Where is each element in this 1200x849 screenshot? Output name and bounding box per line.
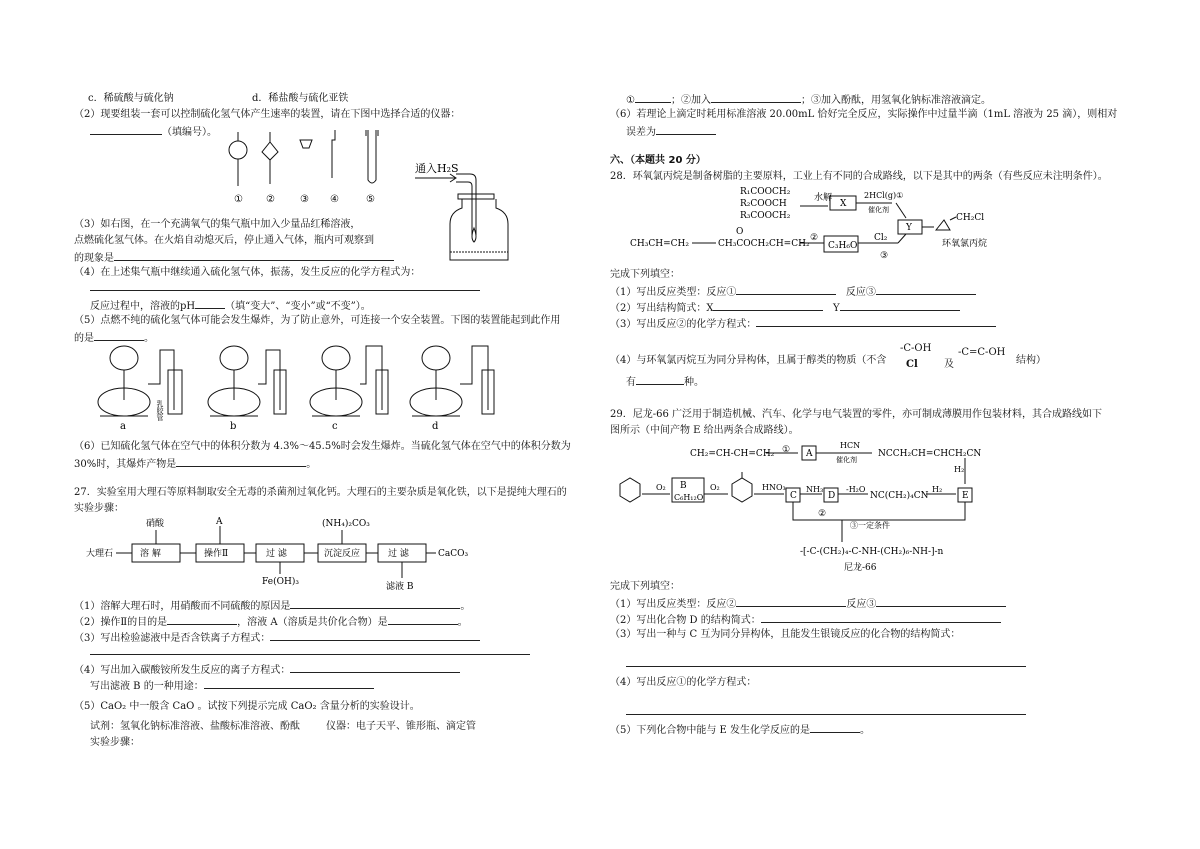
label-c: c <box>332 421 338 430</box>
q27-instruments: 仪器：电子天平、锥形瓶、滴定管 <box>326 721 476 732</box>
answer-blank[interactable] <box>840 300 960 311</box>
q28-2-prefix: （2）写出结构简式：X <box>610 303 714 314</box>
step-2: ；②加入 <box>670 95 711 106</box>
box-e-label: E <box>962 491 969 501</box>
q26-2-text: （2）现要组装一套可以控制硫化氢气体产生速率的装置，请在下图中选择合适的仪器： <box>74 109 461 120</box>
label-5: ⑤ <box>366 194 375 205</box>
q29-fill-title: 完成下列填空： <box>610 581 680 592</box>
q27-4 <box>74 662 460 678</box>
test-tube-figure <box>360 128 388 208</box>
q26-5-suffix: 。 <box>144 333 154 344</box>
answer-blank[interactable] <box>756 316 996 327</box>
label-2: ② <box>266 194 275 205</box>
answer-blank[interactable] <box>290 598 460 609</box>
q29-5 <box>610 722 870 738</box>
q27-2: （2）操作Ⅱ的目的是 ，溶液 A（溶质是共价化合物）是 。 <box>74 614 468 630</box>
q27-4b <box>90 678 374 694</box>
q26-6-text: （6）已知硫化氢气体在空气中的体积分数为 4.3%～45.5%时会发生爆炸。当硫化氢气体在空气中的体积分数为 <box>74 441 571 452</box>
o2-label-2: O₂ <box>710 483 720 492</box>
device-a <box>98 346 182 416</box>
q27-3 <box>74 630 480 646</box>
gas-bottle-figure <box>410 160 540 270</box>
beaker <box>300 140 312 148</box>
answer-blank[interactable] <box>388 614 458 625</box>
glass-tube <box>332 130 335 178</box>
option-c: c．稀硫酸与硫化钠 <box>88 93 174 104</box>
q27-4-text: （4）写出加入碳酸铵所发生反应的离子方程式： <box>74 665 291 676</box>
device-c <box>310 346 388 416</box>
q27-text: 27．实验室用大理石等原料制取安全无毒的杀菌剂过氧化钙。大理石的主要杂质是氧化铁，以下是提纯大理石的 <box>74 487 567 498</box>
carbonyl-o: O <box>736 227 744 237</box>
q27-1-text: （1）溶解大理石时，用硝酸而不同硫酸的原因是 <box>74 601 291 612</box>
q26-3-line2: 点燃硫化氢气体。在火焰自动熄灭后，停止通入气体，瓶内可观察到 <box>74 235 374 246</box>
q28-fill-title: 完成下列填空： <box>610 269 680 280</box>
q27-steps: 实验步骤： <box>90 737 140 748</box>
answer-blank[interactable] <box>876 596 1006 607</box>
structure-c-c-oh: -C=C-OH <box>958 347 1006 358</box>
cyclohexanone-icon <box>732 478 752 502</box>
answer-line[interactable] <box>90 654 530 655</box>
q26-3-line3 <box>74 250 394 266</box>
purification-flowchart <box>86 516 486 592</box>
box-a-label: A <box>806 449 813 459</box>
flow-bottom-1: 滤液 B <box>386 582 414 592</box>
q29-1-prefix: （1）写出反应类型：反应② <box>610 599 737 610</box>
q27-5: （5）CaO₂ 中一般含 CaO 。试按下列提示完成 CaO₂ 含量分析的实验设计。 <box>74 701 420 712</box>
q27-1: （1）溶解大理石时，用硝酸而不同硫酸的原因是 。 <box>74 598 470 614</box>
answer-blank[interactable] <box>736 284 836 295</box>
q28-2-mid: Y <box>833 303 840 314</box>
q26-3-line1: （3）如右图，在一个充满氧气的集气瓶中加入少量品红稀溶液， <box>74 219 361 230</box>
q26-4-text: （4）在上述集气瓶中继续通入硫化氢气体，振荡，发生反应的化学方程式为： <box>74 267 421 278</box>
q28-1-mid: 反应③ <box>845 287 876 298</box>
q28-4b <box>626 374 704 390</box>
q27-2-prefix: （2）操作Ⅱ的目的是 <box>74 617 168 628</box>
flow-end: CaCO₃ <box>438 549 469 559</box>
polymer-label: -[-C-(CH₂)₄-C-NH-(CH₂)₆-NH-]-n <box>800 547 944 557</box>
label-b: b <box>230 421 237 430</box>
catalyst-label: 催化剂 <box>868 206 889 214</box>
box-y-label: Y <box>906 223 912 233</box>
flow-box-label-0: 溶 解 <box>140 549 161 559</box>
nylon-label: 尼龙-66 <box>844 563 877 573</box>
structure-cl: Cl <box>906 359 918 370</box>
q28-1-prefix: （1）写出反应类型：反应① <box>610 287 737 298</box>
q28-3 <box>610 316 996 332</box>
device-b <box>208 346 286 416</box>
label-d: d <box>432 421 439 430</box>
answer-blank[interactable] <box>636 374 684 385</box>
flow-start: 大理石 <box>86 549 114 559</box>
label-3: ③ <box>300 194 309 205</box>
answer-blank[interactable] <box>656 124 716 135</box>
answer-blank[interactable] <box>176 456 306 467</box>
q29-3: （3）写出一种与 C 互为同分异构体，且能发生银镜反应的化合物的结构简式： <box>610 629 961 640</box>
answer-blank[interactable] <box>711 92 801 103</box>
answer-blank[interactable] <box>114 250 394 261</box>
q27-reagents: 试剂：氢氧化钠标准溶液、盐酸标准溶液、酚酞 <box>90 721 300 732</box>
h2-label-2: H₂ <box>932 485 943 494</box>
q26-6-answer <box>74 456 316 472</box>
q26-2-suffix: （填编号）。 <box>162 127 217 138</box>
box-c-label: C <box>790 491 797 501</box>
q29-5-suffix: 。 <box>860 725 871 736</box>
propene-label: CH₃CH=CH₂ <box>630 239 689 249</box>
answer-blank[interactable] <box>204 678 374 689</box>
q28-4 <box>610 354 886 368</box>
dehydrate-label: -H₂O <box>846 485 866 494</box>
r3-label: ③一定条件 <box>850 521 890 530</box>
c3h6o-label: C₃H₆O <box>828 241 858 251</box>
flow-box-label-4: 过 滤 <box>388 549 409 559</box>
q27-3-text: （3）写出检验滤液中是否含铁离子方程式： <box>74 633 271 644</box>
q28-4-prefix: （4）与环氧氯丙烷互为同分异构体，且属于醇类的物质（不含 <box>610 355 887 366</box>
box-b-label: B <box>680 481 687 491</box>
hcl-label: 2HCl(g)① <box>864 191 904 200</box>
answer-blank[interactable] <box>90 124 162 135</box>
flow-bottom-0: Fe(OH)₃ <box>262 577 299 587</box>
answer-blank[interactable] <box>876 284 976 295</box>
q29-1 <box>610 596 1006 612</box>
o2-label-1: O₂ <box>656 483 666 492</box>
b-formula: C₆H₁₂O <box>674 493 704 502</box>
safety-devices-figure <box>96 340 516 430</box>
nc-label: NC(CH₂)₄CN <box>870 491 929 501</box>
answer-blank[interactable] <box>810 722 860 733</box>
q26-5-text: （5）点燃不纯的硫化氢气体可能会发生爆炸，为了防止意外，可连接一个安全装置。下图的装置能起到此作用 <box>74 315 561 326</box>
structure-suffix: 结构） <box>1016 355 1046 366</box>
answer-line[interactable] <box>626 714 1026 715</box>
dinitrile-label: NCCH₂CH=CHCH₂CN <box>878 449 982 459</box>
answer-blank[interactable] <box>167 614 237 625</box>
q27-6-prefix: 误差为 <box>626 127 656 138</box>
section-6-title: 六、（本题共 20 分） <box>610 155 706 166</box>
flow-top-0: 硝酸 <box>146 519 165 529</box>
q26-5-prefix: 的是 <box>74 333 94 344</box>
q29-text-2: 图所示（中间产物 E 给出两条合成路线）。 <box>610 425 799 436</box>
r-steps <box>626 92 991 108</box>
flow-box-label-1: 操作Ⅱ <box>204 549 229 559</box>
q29-1-mid: 反应③ <box>846 599 877 610</box>
q28-2 <box>610 300 960 316</box>
box-x-label: X <box>840 199 847 209</box>
step-3: ；③加入酚酞，用氢氧化钠标准溶液滴定。 <box>800 95 991 106</box>
ester-label: CH₃COCH₂CH=CH₂ <box>718 239 810 249</box>
fat-line-3: R₃COOCH₂ <box>740 211 791 221</box>
q29-4: （4）写出反应①的化学方程式： <box>610 677 757 688</box>
option-d: d．稀盐酸与硫化亚铁 <box>252 93 349 104</box>
answer-blank[interactable] <box>736 596 846 607</box>
r1-label: ① <box>782 445 791 455</box>
q29-2-text: （2）写出化合物 D 的结构简式： <box>610 615 761 626</box>
product-label: CH₂Cl <box>956 213 985 223</box>
flow-box-label-2: 过 滤 <box>266 549 287 559</box>
device-d <box>410 346 494 416</box>
answer-blank[interactable] <box>290 662 460 673</box>
gas-label-a: 乳胶管 <box>156 400 164 421</box>
structure-and: 及 <box>944 359 954 370</box>
answer-blank[interactable] <box>635 92 671 103</box>
answer-blank[interactable] <box>195 298 225 309</box>
q27-4b-text: 写出滤液 B 的一种用途： <box>90 681 204 692</box>
q28-4b-suffix: 种。 <box>684 377 704 388</box>
apparatus-figure <box>220 128 350 208</box>
cl2-label: Cl₂ <box>874 233 888 243</box>
answer-blank[interactable] <box>270 630 480 641</box>
q27-steps-title: 实验步骤： <box>74 503 124 514</box>
q29-2 <box>610 612 1001 628</box>
h2s-label: 通入H₂S <box>415 162 459 175</box>
flow-top-2: (NH₄)₂CO₃ <box>322 519 370 529</box>
label-1: ① <box>234 194 243 205</box>
q26-6-prefix: 30%时，其爆炸产物是 <box>74 459 177 470</box>
hydrolysis-label: 水解 <box>814 193 833 203</box>
epoxide-ring-icon <box>936 220 950 230</box>
answer-line[interactable] <box>90 290 480 291</box>
hno3-label: HNO₃ <box>762 483 786 492</box>
answer-blank[interactable] <box>761 612 1001 623</box>
q28-synthesis-scheme <box>630 182 1030 272</box>
q27-6-answer <box>626 124 716 140</box>
h2-label-1: H₂ <box>954 465 965 474</box>
q28-3-text: （3）写出反应②的化学方程式： <box>610 319 757 330</box>
label-4: ④ <box>330 194 339 205</box>
q29-synthesis-scheme <box>610 436 1030 576</box>
q28-1 <box>610 284 976 300</box>
q29-text-1: 29．尼龙-66 广泛用于制造机械、汽车、化学与电气装置的零件，亦可制成薄膜用作包装材料，其合成路线如下 <box>610 409 1103 420</box>
q29-5-prefix: （5）下列化合物中能与 E 发生化学反应的是 <box>610 725 811 736</box>
answer-line[interactable] <box>626 666 1026 667</box>
label-a: a <box>120 421 126 430</box>
q26-6-suffix: 。 <box>306 459 317 470</box>
cat-label-1: 催化剂 <box>836 456 857 464</box>
step-1: ① <box>626 95 635 106</box>
separatory-funnel-2 <box>262 142 278 160</box>
flame-icon <box>472 228 476 242</box>
q28-4b-prefix: 有 <box>626 377 636 388</box>
cyclohexane-icon <box>620 478 640 502</box>
flow-top-1: A <box>216 517 223 527</box>
answer-blank[interactable] <box>713 300 823 311</box>
q26-2-answer <box>90 124 217 140</box>
flow-box-label-3: 沉淀反应 <box>324 549 361 559</box>
ph-suffix: （填“变大”、“变小”或“不变”）。 <box>225 301 371 312</box>
box-d-label: D <box>828 491 836 501</box>
hcn-label: HCN <box>840 441 861 450</box>
separatory-funnel-1 <box>229 141 247 159</box>
fat-line-2: R₂COOCH <box>740 199 787 209</box>
reaction-2-label: ② <box>810 233 819 243</box>
q27-2-mid: ，溶液 A（溶质是共价化合物）是 <box>237 617 388 628</box>
structure-c-oh: -C-OH <box>900 343 932 354</box>
nh3-label: NH₃ <box>806 485 824 494</box>
reaction-3-label: ③ <box>880 251 889 261</box>
q26-3-prefix: 的现象是 <box>74 253 114 264</box>
ph-prefix: 反应过程中，溶液的pH <box>90 301 196 312</box>
q26-4-ph <box>90 298 371 314</box>
product-name: 环氧氯丙烷 <box>942 239 988 249</box>
q27-6-text: （6）若理论上滴定时耗用标准溶液 20.00mL 恰好完全反应，实际操作中过量半滴（1mL 溶液为 25 滴），则相对 <box>610 109 1118 120</box>
r2-label: ② <box>818 509 827 519</box>
q28-text: 28．环氧氯丙烷是制备树脂的主要原料，工业上有不同的合成路线，以下是其中的两条（有些反应未注明条件）。 <box>610 171 1108 182</box>
butadiene-label: CH₂=CH-CH=CH₂ <box>690 449 775 459</box>
fat-line-1: R₁COOCH₂ <box>740 187 791 197</box>
